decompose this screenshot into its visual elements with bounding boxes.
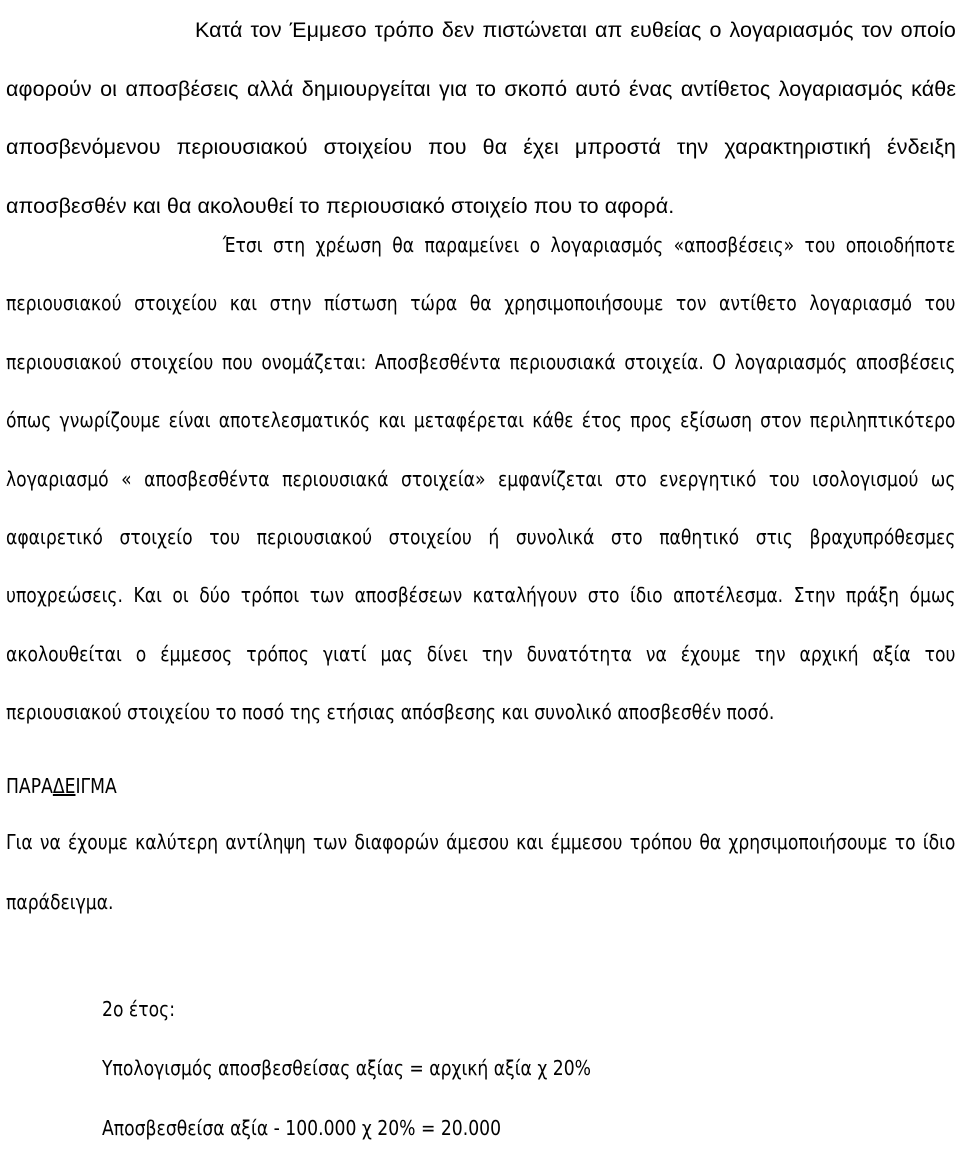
calculation-line-2: Αποσβεσθείσα αξία - 100.000 χ 20% = 20.000 (102, 1116, 502, 1140)
heading-underlined: ΔΕ (52, 774, 76, 798)
body-paragraph: Έτσι στη χρέωση θα παραμείνει ο λογαριασμός «αποσβέσεις» του οποιοδήποτε περιουσιακού στοιχείου και στην πίστωση τώρα θα χρησιμοποιήσουμε τον αντίθετο λογαριασμό του περιουσιακού στοιχείου που ονομάζεται: Αποσβεσθέντα περιουσιακά στοιχεία. Ο λογαριασμός αποσβέσεις όπως γνωρίζουμε είναι αποτελεσματικός και μεταφέρεται κάθε έτος προς εξίσωση στον περιληπτικότερο λογαριασμό « αποσβεσθέντα περιουσιακά στοιχεία» εμφανίζεται στο ενεργητικό του ισολογισμού ως αφαιρετικό στοιχείο του περιουσιακού στοιχείου ή συνολικά στο παθητικό στις βραχυπρόθεσμες υποχρεώσεις. Και οι δύο τρόποι των αποσβέσεων καταλήγουν στο ίδιο αποτέλεσμα. Στην πράξη όμως ακολουθείται ο έμμεσος τρόπος γιατί μας δίνει την δυνατότητα να έχουμε την αρχική αξία του περιουσιακού στοιχείου το ποσό της ετήσιας απόσβεσης και συνολικό αποσβεσθέν ποσό. (6, 233, 956, 725)
heading-prefix: ΠΑΡΑ (6, 774, 53, 798)
heading-suffix: ΙΓΜΑ (75, 774, 117, 798)
year-title: 2ο έτος: (102, 997, 176, 1021)
intro-paragraph: Κατά τον Έμμεσο τρόπο δεν πιστώνεται απ ευθείας ο λογαριασμός τον οποίο αφορούν οι αποσβέσεις αλλά δημιουργείται για το σκοπό αυτό ένας αντίθετος λογαριασμός κάθε αποσβενόμενου περιουσιακού στοιχείου που θα έχει μπροστά την χαρακτηριστική ένδειξη αποσβεσθέν και θα ακολουθεί το περιουσιακό στοιχείο που το αφορά. (6, 18, 956, 218)
calculation-line-1: Υπολογισμός αποσβεσθείσας αξίας = αρχική αξία χ 20% (102, 1056, 591, 1080)
example-intro-paragraph: Για να έχουμε καλύτερη αντίληψη των διαφορών άμεσου και έμμεσου τρόπου θα χρησιμοποιήσουμε το ίδιο παράδειγμα. (6, 830, 956, 914)
example-heading (6, 757, 955, 815)
